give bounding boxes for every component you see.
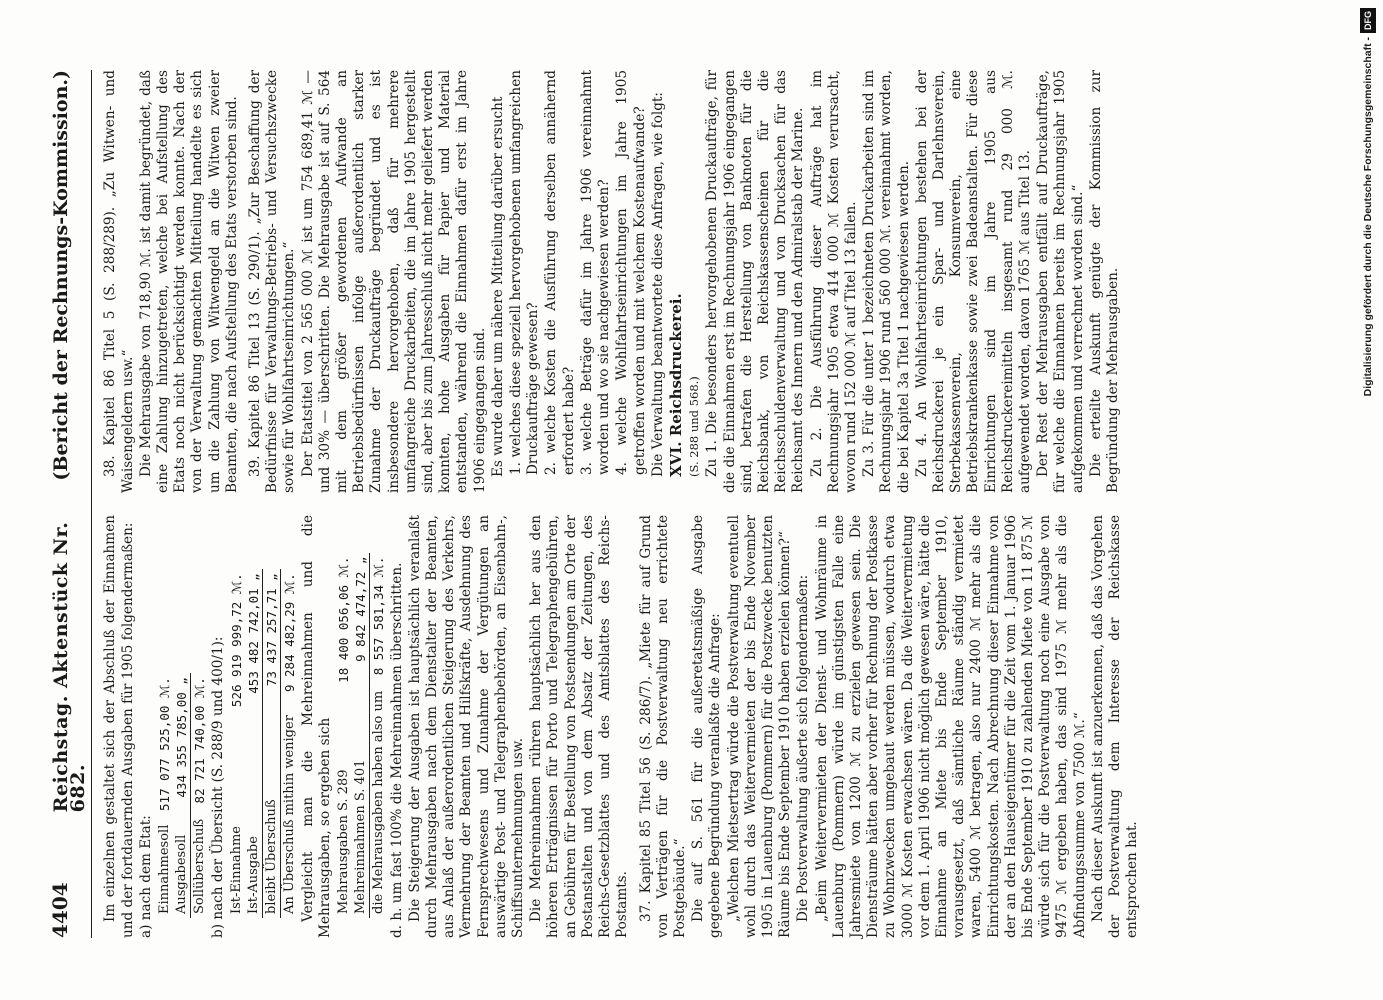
running-title: Reichstag. Aktenstück Nr. 682. [50, 521, 90, 813]
question-item: 4. welche Wohlfahrtseinrichtungen im Jahre 1905 getroffen worden und mit welchem Kostenaufwande? [614, 70, 648, 475]
body-paragraph: Die Mehrausgabe von 718,90 ℳ. ist damit begründet, daß eine Zahlung hinzugetreten, welche bei Aufstellung des Etats noch nicht berücksichtigt werden konnte. Nach der von der Verwaltung gemachten Mitteilung handelte es sich um die Zahlung von Witwengeld an die Witwen zweier Beamten, die nach Aufstellung des Etats verstorben sind. [137, 70, 240, 493]
body-paragraph: Der Etatstitel von 2 565 000 ℳ ist um 754 689,41 ℳ — und 30% — überschritten. Die Mehrausgabe ist auf S. 564 mit dem größer gewordenen Aufwande an Betriebsbedürfnissen infolge außerordentlich starker Zunahme der Druckaufträge begründet und es ist insbesondere hervorgehoben, daß für mehrere umfangreiche Druckarbeiten, die im Jahre 1905 hergestellt sind, aber bis zum Jahresschluß nicht mehr geliefert werden konnten, hohe Ausgaben für Papier und Material entstanden, während die Einnahmen dafür erst im Jahre 1906 eingegangen sind. [299, 70, 488, 493]
answer-1: Zu 1. Die besonders hervorgehobenen Druckaufträge, für die die Einnahmen erst im Rechnungsjahr 1906 eingegangen sind, betrafen die Herstellung von Banknoten für die Reichsbank, von Reichskassenscheinen für die Reichsschuldenverwaltung und von Drucksachen für das Reichsamt des Innern und den Admiralstab der Marine. [704, 70, 807, 493]
row-label: An Überschuß mithin weniger [282, 715, 298, 914]
body-paragraph: Die Postverwaltung äußerte sich folgendermaßen: [795, 574, 812, 922]
section-subtitle: (S. 288 und 568.) [687, 376, 702, 477]
body-paragraph: Die auf S. 561 für die außeretatsmäßige Ausgabe gegebene Begründung veranlaßte die Anfrage: [690, 515, 724, 938]
body-paragraph: „Beim Weitervermieten der Dienst- und Wohnräume in Lauenburg (Pommern) würde im günstigsten Falle eine Jahresmiete von 1200 ℳ zu erzielen gewesen sein. Die Diensträume hätten aber vorher für Rechnung der Postkasse zu Wohnzwecken umgebaut werden müssen, wodurch etwa 3000 ℳ Kosten erwachsen wären. Da die Weitervermietung vor dem 1. April 1906 nicht möglich gewesen wäre, hätte die Einnahme an Miete bis Ende September 1910, vorausgesetzt, daß sämtliche Räume ständig vermietet waren, 5400 ℳ betragen, also nur 2400 ℳ mehr als die Einrichtungskosten. Nach Abrechnung dieser Einnahme von der an den Hauseigentümer für die Zeit vom 1. Januar 1906 bis Ende September 1910 zu zahlenden Miete von 11 875 ℳ würde sich für die Postverwaltung noch eine Ausgabe von 9475 ℳ ergeben haben, das sind 1975 ℳ mehr als die Abfindungssumme von 7500 ℳ.“ [813, 515, 1088, 938]
question-item: 2. welche Kosten die Ausführung derselben annähernd erfordert habe? [543, 70, 577, 475]
body-paragraph: Die Mehreinnahmen rühren hauptsächlich her aus den höheren Erträgnissen für Porto und Telegraphengebühren, an Gebühren für Bestellung von Postsendungen am Orte der Postanstalten und von dem Absatz der Zeitungen, des Reichs-Gesetzblattes und des Amtsblattes des Reichs-Postamts. [528, 515, 631, 938]
table-total-row [370, 553, 388, 918]
page-header [48, 70, 92, 938]
question-item: 1. welches diese speziell hervorgehobenen umfangreichen Druckaufträge gewesen? [508, 70, 542, 475]
row-label: Ist-Einnahme [228, 826, 244, 914]
dfg-logo-badge: DFG [1360, 8, 1376, 33]
digitization-stamp [1360, 8, 1382, 998]
ist-table [228, 569, 299, 918]
mehr-table [335, 553, 388, 918]
table-row [228, 569, 245, 918]
body-paragraph: Die Steigerung der Ausgaben ist hauptsächlich veranlaßt durch Mehrausgaben nach dem Dienstalter der Beamten, aus Anlaß der außerordentlichen Steigerung des Verkehrs, Vermehrung der Beamten und Hilfskräfte, Ausdehnung des Fernsprechwesens und Zunahme der Vergütungen an auswärtige Post- und Telegraphenbehörden, an Eisenbahn-, Schiffsunternehmungen usw. [406, 515, 527, 938]
row-value: 18 400 056,06 ℳ. [336, 556, 352, 683]
body-paragraph: Nach dieser Auskunft ist anzuerkennen, daß das Vorgehen der Postverwaltung dem Interesse der Reichskasse entsprochen hat. [1089, 515, 1141, 938]
right-column [102, 70, 1142, 493]
row-label: Sollüberschuß [192, 818, 208, 914]
etat-table [156, 673, 209, 918]
body-paragraph: „Welchen Mietsertrag würde die Postverwaltung eventuell wohl durch das Weitervermieten der bis Ende November 1905 in Lauenburg (Pommern) für die Postzwecke benutzten Räume bis Ende September 1910 haben erzielen können?“ [725, 515, 794, 938]
etat-label: a) nach dem Etat: [137, 815, 154, 938]
page-number: 4404 [48, 882, 72, 938]
item-38-heading: 38. Kapitel 86 Titel 5 (S. 288/289). „Zu Witwen- und Waisengeldern usw.“ [102, 70, 136, 493]
row-label: Ist-Ausgabe [246, 836, 262, 914]
stamp-text: Digitalisierung gefördert durch die Deutsche Forschungsgemeinschaft - [1362, 37, 1374, 397]
comparison-paragraph: Vergleicht man die Mehreinnahmen und die Mehrausgaben, so ergeben sich [299, 515, 333, 938]
table-row [173, 673, 191, 918]
section-title: XVI. Reichsdruckerei. [666, 293, 685, 477]
body-paragraph: Die Verwaltung beantwortete diese Anfragen, wie folgt: [649, 92, 666, 477]
table-row [335, 553, 352, 918]
row-value: 82 721 740,00 ℳ. [192, 677, 208, 804]
running-subtitle: (Bericht der Rechnungs-Kommission.) [50, 70, 72, 481]
stamp-line [1360, 8, 1376, 998]
row-label: Einnahmesoll [157, 824, 173, 914]
row-value: 526 919 999,72 ℳ. [228, 573, 244, 708]
body-paragraph: Der Rest der Mehrausgaben entfällt auf Druckaufträge, für welche die Einnahmen bereits im Rechnungsjahr 1905 aufgekommen und verrechnet worden sind.“ [1035, 70, 1086, 493]
table-total-row [191, 673, 209, 918]
body-paragraph: Es wurde daher um nähere Mitteilung darüber ersucht [489, 96, 506, 477]
row-value: 453 482 742,01 „ [246, 573, 262, 694]
row-value: 9 842 474,72 „ [353, 556, 369, 662]
table-row [245, 569, 263, 918]
table-row [156, 673, 173, 918]
answer-4: Zu 4. An Wohlfahrtseinrichtungen bestehen bei der Reichsdruckerei je ein Spar- und Darlehnsverein, Sterbekassenverein, Konsumverein, eine Betriebskrankenkasse sowie zwei Badeanstalten. Für diese Einrichtungen sind im Jahre 1905 aus Reichsdruckereimitteln insgesamt rund 29 000 ℳ. aufgewendet worden, davon 1765 ℳ aus Titel 13. [913, 70, 1033, 493]
body-paragraph: Die erteilte Auskunft genügte der Kommission zur Begründung der Mehrausgaben. [1087, 70, 1121, 493]
answer-2: Zu 2. Die Ausführung dieser Aufträge hat im Rechnungsjahr 1905 etwa 414 000 ℳ Kosten verursacht, wovon rund 152 000 ℳ auf Titel 13 fallen. [808, 70, 859, 493]
row-value: 9 284 482,29 ℳ. [282, 573, 298, 693]
row-label: Ausgabesoll [174, 834, 190, 914]
row-value: 517 077 525,00 ℳ. [157, 677, 173, 811]
row-value: 434 355 785,00 „ [174, 677, 190, 798]
table-total-row [263, 569, 281, 918]
table-total-row [281, 569, 299, 918]
body-paragraph: d. h. um fast 100% die Mehreinnahmen überschritten. [388, 562, 405, 938]
row-value: 8 557 581,34 ℳ. [371, 556, 387, 676]
left-column [102, 515, 1142, 938]
row-label: die Mehrausgaben haben also um [371, 690, 387, 914]
ist-label: b) nach der Übersicht (S. 288/9 und 400/1): [209, 636, 226, 938]
table-row [352, 553, 370, 918]
row-label: Mehreinnahmen S. 401 [353, 759, 369, 914]
item-37-heading: 37. Kapitel 85 Titel 56 (S. 286/7). „Miete für auf Grund von Verträgen für die Postverwaltung neu errichtete Postgebäude.“ [637, 515, 688, 938]
item-39-heading: 39. Kapitel 86 Titel 13 (S. 290/1). „Zur Beschaffung der Bedürfnisse für Verwaltungs-Betriebs- und Versuchszwecke sowie für Wohlfahrtseinrichtungen.“ [247, 70, 298, 493]
intro-paragraph: Im einzelnen gestaltet sich der Abschluß der Einnahmen und der fortdauernden Ausgaben für 1905 folgendermaßen: [102, 515, 136, 938]
row-value: 73 437 257,71 „ [264, 573, 280, 687]
row-label: Mehrausgaben S. 289 [336, 769, 352, 914]
answer-3: Zu 3. Für die unter 1 bezeichneten Druckarbeiten sind im Rechnungsjahr 1906 rund 560 000 ℳ. vereinnahmt worden, die bei Kapitel 3a Titel 1 nachgewiesen werden. [861, 70, 912, 493]
row-label: bleibt Überschuß [264, 799, 280, 914]
question-item: 3. welche Beträge dafür im Jahre 1906 vereinnahmt worden und wo sie nachgewiesen werden? [578, 70, 613, 475]
